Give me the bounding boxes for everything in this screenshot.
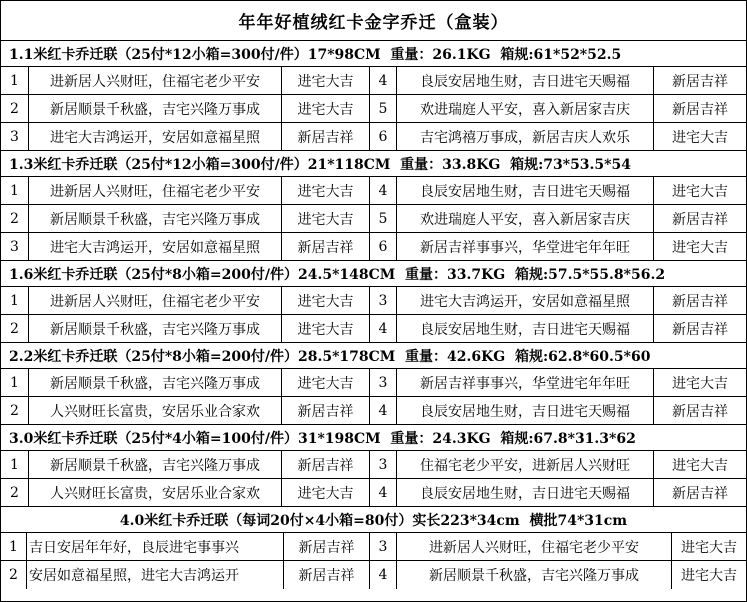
couplet-text: 良辰安居地生财，吉日进宅天赐福 <box>397 177 654 204</box>
table-row <box>1 397 746 425</box>
couplet-text: 进宅大吉鸿运开，安居如意福星照 <box>29 233 282 260</box>
banner-text: 新居吉祥 <box>672 485 728 502</box>
banner-text: 进宅大吉 <box>681 539 737 556</box>
table-row <box>1 369 746 397</box>
row-number: 4 <box>370 315 397 342</box>
couplet-text: 进新居人兴财旺，住福宅老少平安 <box>397 533 672 560</box>
section-spec: 4.0米红卡乔迁联（每词20付×4小箱=80付）实长223*34cm 横批74*31cm <box>119 512 628 529</box>
couplet-text: 新居顺景千秋盛，吉宅兴隆万事成 <box>29 451 282 478</box>
banner-text: 新居吉祥 <box>672 403 728 420</box>
table-row <box>1 95 746 123</box>
row-number: 1 <box>1 533 27 560</box>
row-number: 1 <box>1 369 29 396</box>
table-row <box>1 67 746 95</box>
table-row <box>1 479 746 507</box>
section-spec: 1.3米红卡乔迁联（25付*12小箱=300付/件）21*118CM 重量：33.8KG 箱规:73*53.5*54 <box>9 156 631 173</box>
banner-text: 进宅大吉 <box>681 568 737 584</box>
section-header-4-0m <box>1 507 746 533</box>
table-row <box>1 287 746 315</box>
banner-text: 进宅大吉 <box>282 369 370 396</box>
banner-text: 新居吉祥 <box>282 123 370 150</box>
section-header-1-6m <box>1 261 746 287</box>
row-number: 4 <box>370 397 397 424</box>
row-number: 2 <box>1 397 29 424</box>
couplet-text: 进宅大吉鸿运开，安居如意福星照 <box>29 123 282 150</box>
banner-text: 进宅大吉 <box>672 183 728 200</box>
banner-text: 新居吉祥 <box>672 293 728 310</box>
couplet-text: 新居吉祥事事兴，华堂进宅年年旺 <box>397 233 654 260</box>
banner-text: 新居吉祥 <box>672 101 728 118</box>
couplet-text: 新居顺景千秋盛，吉宅兴隆万事成 <box>397 561 672 589</box>
banner-text: 进宅大吉 <box>672 457 728 474</box>
section-header-1-1m <box>1 41 746 67</box>
row-number: 2 <box>1 315 29 342</box>
couplet-text: 欢进瑞庭人平安，喜入新居家吉庆 <box>397 205 654 232</box>
row-number: 1 <box>1 287 29 314</box>
row-number: 3 <box>1 233 29 260</box>
row-number: 1 <box>1 451 29 478</box>
couplet-text: 新居顺景千秋盛，吉宅兴隆万事成 <box>29 95 282 122</box>
couplet-text: 进宅大吉鸿运开，安居如意福星照 <box>397 287 654 314</box>
table-row <box>1 177 746 205</box>
banner-text: 进宅大吉 <box>672 239 728 256</box>
couplet-text: 良辰安居地生财，吉日进宅天赐福 <box>397 315 654 342</box>
banner-text: 新居吉祥 <box>284 533 370 560</box>
table-row <box>1 123 746 151</box>
couplet-text: 吉日安居年年好，良辰进宅事事兴 <box>27 533 284 560</box>
couplet-text: 进新居人兴财旺，住福宅老少平安 <box>29 287 282 314</box>
section-spec: 1.1米红卡乔迁联（25付*12小箱=300付/件）17*98CM 重量：26.1KG 箱规:61*52*52.5 <box>9 46 622 63</box>
row-number: 4 <box>370 67 397 94</box>
couplet-text: 人兴财旺长富贵，安居乐业合家欢 <box>29 397 282 424</box>
couplet-text: 欢进瑞庭人平安，喜入新居家吉庆 <box>397 95 654 122</box>
row-number: 3 <box>370 369 397 396</box>
banner-text: 进宅大吉 <box>672 375 728 392</box>
row-number: 6 <box>370 123 397 150</box>
table-row <box>1 205 746 233</box>
section-spec: 1.6米红卡乔迁联（25付*8小箱=200付/件）24.5*148CM 重量：33.7KG 箱规:57.5*55.8*56.2 <box>9 266 666 283</box>
banner-text: 进宅大吉 <box>282 177 370 204</box>
row-number: 5 <box>370 95 397 122</box>
row-number: 3 <box>1 123 29 150</box>
row-number: 1 <box>1 67 29 94</box>
banner-text: 新居吉祥 <box>282 451 370 478</box>
banner-text: 新居吉祥 <box>282 233 370 260</box>
row-number: 2 <box>1 561 27 589</box>
banner-text: 新居吉祥 <box>282 397 370 424</box>
row-number: 3 <box>370 451 397 478</box>
section-header-1-3m <box>1 151 746 177</box>
banner-text: 进宅大吉 <box>282 315 370 342</box>
row-number: 2 <box>1 205 29 232</box>
banner-text: 新居吉祥 <box>284 561 370 589</box>
couplet-text: 进新居人兴财旺，住福宅老少平安 <box>29 67 282 94</box>
banner-text: 进宅大吉 <box>282 287 370 314</box>
section-header-3-0m <box>1 425 746 451</box>
couplet-text: 新居顺景千秋盛，吉宅兴隆万事成 <box>29 369 282 396</box>
couplet-text: 新居顺景千秋盛，吉宅兴隆万事成 <box>29 315 282 342</box>
row-number: 3 <box>370 287 397 314</box>
row-number: 2 <box>1 95 29 122</box>
row-number: 3 <box>370 533 397 560</box>
table-title: 年年好植绒红卡金字乔迁（盒装） <box>1 1 746 41</box>
section-spec: 2.2米红卡乔迁联（25付*8小箱=200付/件）28.5*178CM 重量：42.6KG 箱规:62.8*60.5*60 <box>9 348 651 365</box>
table-row <box>1 561 746 589</box>
banner-text: 进宅大吉 <box>282 479 370 506</box>
banner-text: 进宅大吉 <box>282 205 370 232</box>
couplet-text: 人兴财旺长富贵，安居乐业合家欢 <box>29 479 282 506</box>
couplet-text: 住福宅老少平安，进新居人兴财旺 <box>397 451 654 478</box>
row-number: 1 <box>1 177 29 204</box>
row-number: 4 <box>370 177 397 204</box>
row-number: 4 <box>370 561 397 589</box>
banner-text: 进宅大吉 <box>282 67 370 94</box>
couplet-text: 吉宅鸿禧万事成，新居吉庆人欢乐 <box>397 123 654 150</box>
row-number: 5 <box>370 205 397 232</box>
table-row <box>1 233 746 261</box>
row-number: 2 <box>1 479 29 506</box>
couplet-text: 良辰安居地生财，吉日进宅天赐福 <box>397 67 654 94</box>
table-row <box>1 533 746 561</box>
couplet-text: 进新居人兴财旺，住福宅老少平安 <box>29 177 282 204</box>
banner-text: 进宅大吉 <box>282 95 370 122</box>
section-spec: 3.0米红卡乔迁联（25付*4小箱=100付/件）31*198CM 重量：24.3KG 箱规:67.8*31.3*62 <box>9 430 636 447</box>
couplet-text: 新居顺景千秋盛，吉宅兴隆万事成 <box>29 205 282 232</box>
table-row <box>1 451 746 479</box>
couplet-text: 良辰安居地生财，吉日进宅天赐福 <box>397 479 654 506</box>
row-number: 4 <box>370 479 397 506</box>
table-row <box>1 315 746 343</box>
couplet-text: 安居如意福星照，进宅大吉鸿运开 <box>27 561 284 589</box>
couplet-text: 新居吉祥事事兴，华堂进宅年年旺 <box>397 369 654 396</box>
banner-text: 新居吉祥 <box>672 73 728 90</box>
banner-text: 新居吉祥 <box>672 211 728 228</box>
section-header-2-2m <box>1 343 746 369</box>
couplet-text: 良辰安居地生财，吉日进宅天赐福 <box>397 397 654 424</box>
row-number: 6 <box>370 233 397 260</box>
banner-text: 新居吉祥 <box>672 321 728 338</box>
banner-text: 进宅大吉 <box>672 129 728 146</box>
